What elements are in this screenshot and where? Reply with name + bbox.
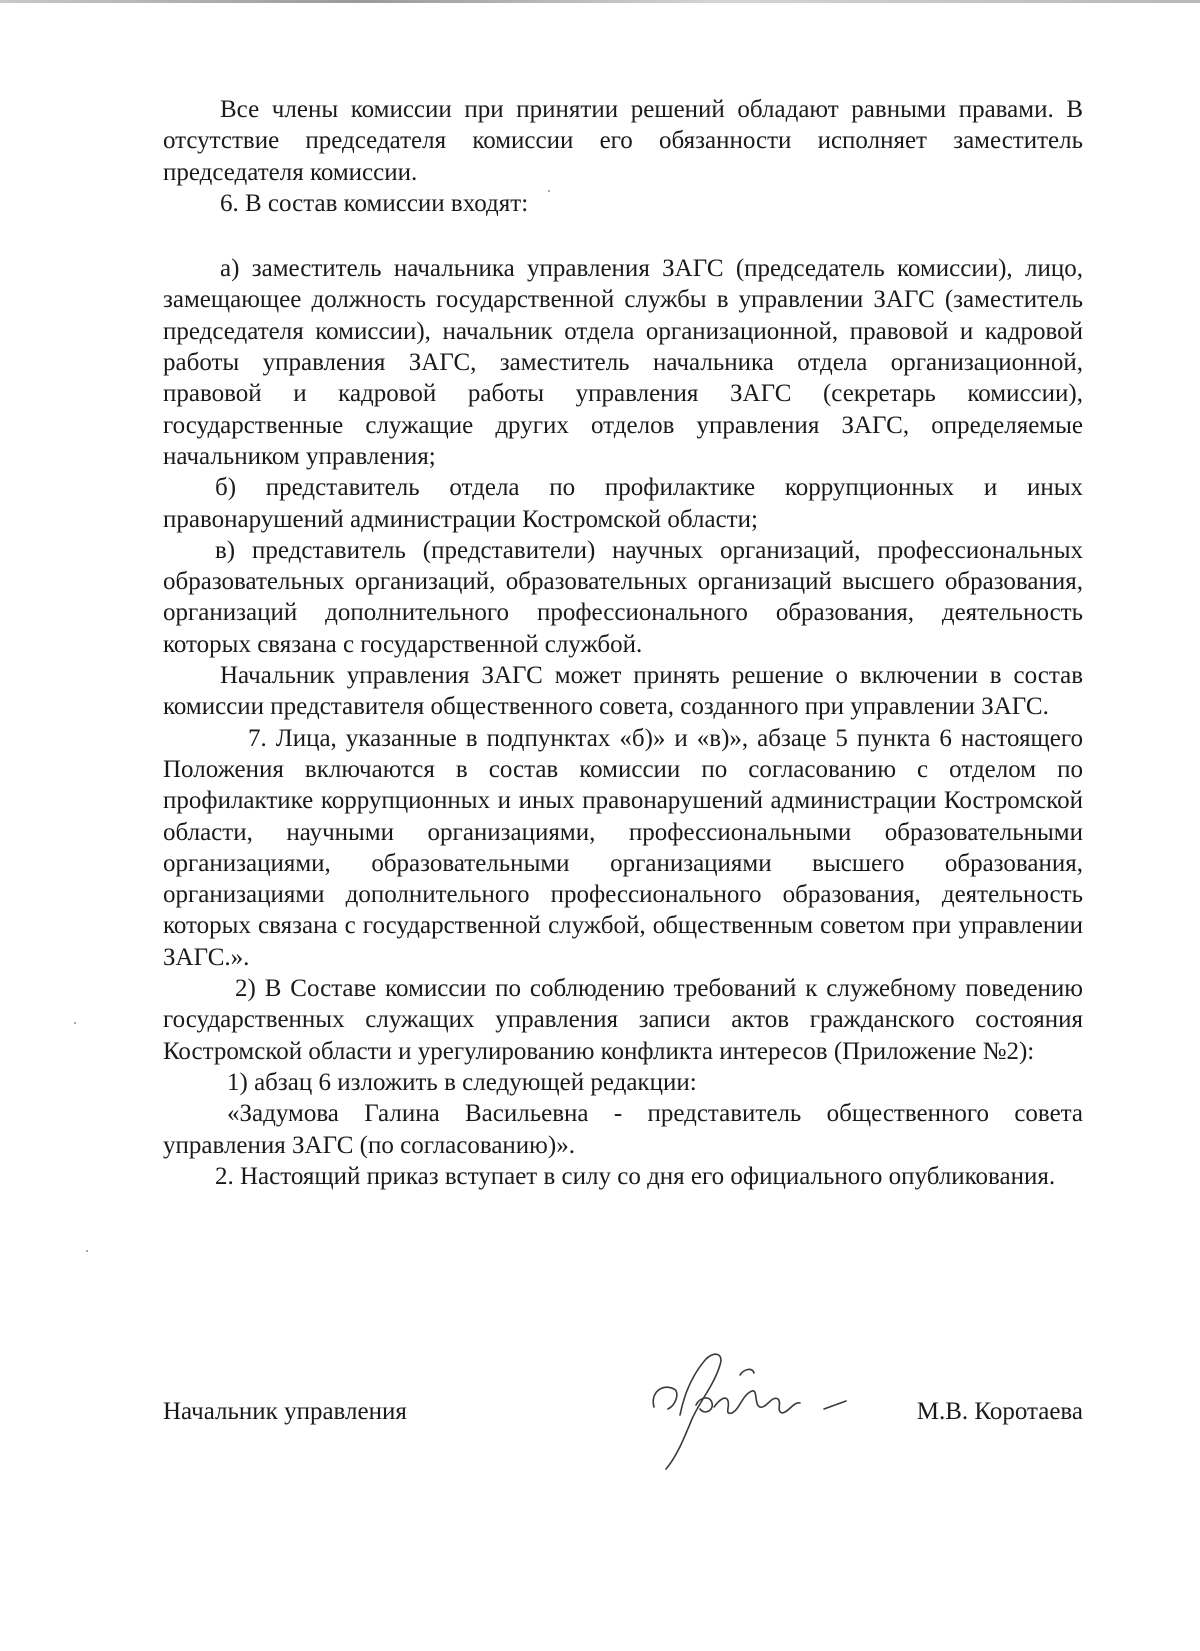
- scan-top-edge: [0, 0, 1200, 3]
- paragraph-subitem-b: б) представитель отдела по профилактике коррупционных и иных правонарушений администрации Костромской области;: [163, 474, 1083, 533]
- scan-speck: [548, 190, 550, 192]
- signatory-position: Начальник управления: [163, 1398, 407, 1425]
- paragraph-subitem-v: в) представитель (представители) научных организаций, профессиональных образовательных организаций, образовательных организаций высшего образования, организаций дополнительного профессионального образования, деятельность которых связана с государственной службой.: [163, 536, 1083, 658]
- paragraph-item-7: 7. Лица, указанные в подпунктах «б)» и «в)», абзаце 5 пункта 6 настоящего Положения включаются в состав комиссии по согласованию с отделом по профилактике коррупционных и иных правонарушений администрации Костромской области, научными организациями, профессиональными образовательными организациями, образовательными организациями высшего образования, организациями дополнительного профессионального образования, деятельность которых связана с государственной службой, общественным советом при управлении ЗАГС.».: [163, 724, 1083, 971]
- signatory-name: М.В. Коротаева: [916, 1398, 1083, 1425]
- paragraph-item-6-heading: 6. В состав комиссии входят:: [220, 189, 529, 217]
- document-body: [163, 94, 1083, 1192]
- scan-speck: [74, 1022, 76, 1024]
- paragraph-equal-rights: Все члены комиссии при принятии решений обладают равными правами. В отсутствие председателя комиссии его обязанности исполняет заместитель председателя комиссии.: [163, 96, 1083, 186]
- paragraph-entry-into-force: 2. Настоящий приказ вступает в силу со дня его официального опубликования.: [215, 1162, 1056, 1190]
- signature-row: [163, 1398, 1083, 1438]
- scan-speck: [86, 1250, 88, 1252]
- paragraph-public-council: Начальник управления ЗАГС может принять решение о включении в состав комиссии представителя общественного совета, созданного при управлении ЗАГС.: [163, 662, 1083, 721]
- paragraph-subitem-a: а) заместитель начальника управления ЗАГС (председатель комиссии), лицо, замещающее должность государственной службы в управлении ЗАГС (заместитель председателя комиссии), начальник отдела организационной, правовой и кадровой работы управления ЗАГС, заместитель начальника отдела организационной, правовой и кадровой работы управления ЗАГС (секретарь комиссии), государственные служащие других отделов управления ЗАГС, определяемые начальником управления;: [163, 255, 1083, 470]
- paragraph-amendment-2: 2) В Составе комиссии по соблюдению требований к служебному поведению государственных служащих управления записи актов гражданского состояния Костромской области и урегулированию конфликта интересов (Приложение №2):: [163, 975, 1083, 1065]
- paragraph-abzac-6: 1) абзац 6 изложить в следующей редакции:: [227, 1068, 697, 1096]
- paragraph-zadumova: «Задумова Галина Васильевна - представитель общественного совета управления ЗАГС (по согласованию)».: [163, 1100, 1083, 1159]
- paragraph-gap: [163, 219, 1083, 253]
- handwritten-signature: [640, 1345, 860, 1475]
